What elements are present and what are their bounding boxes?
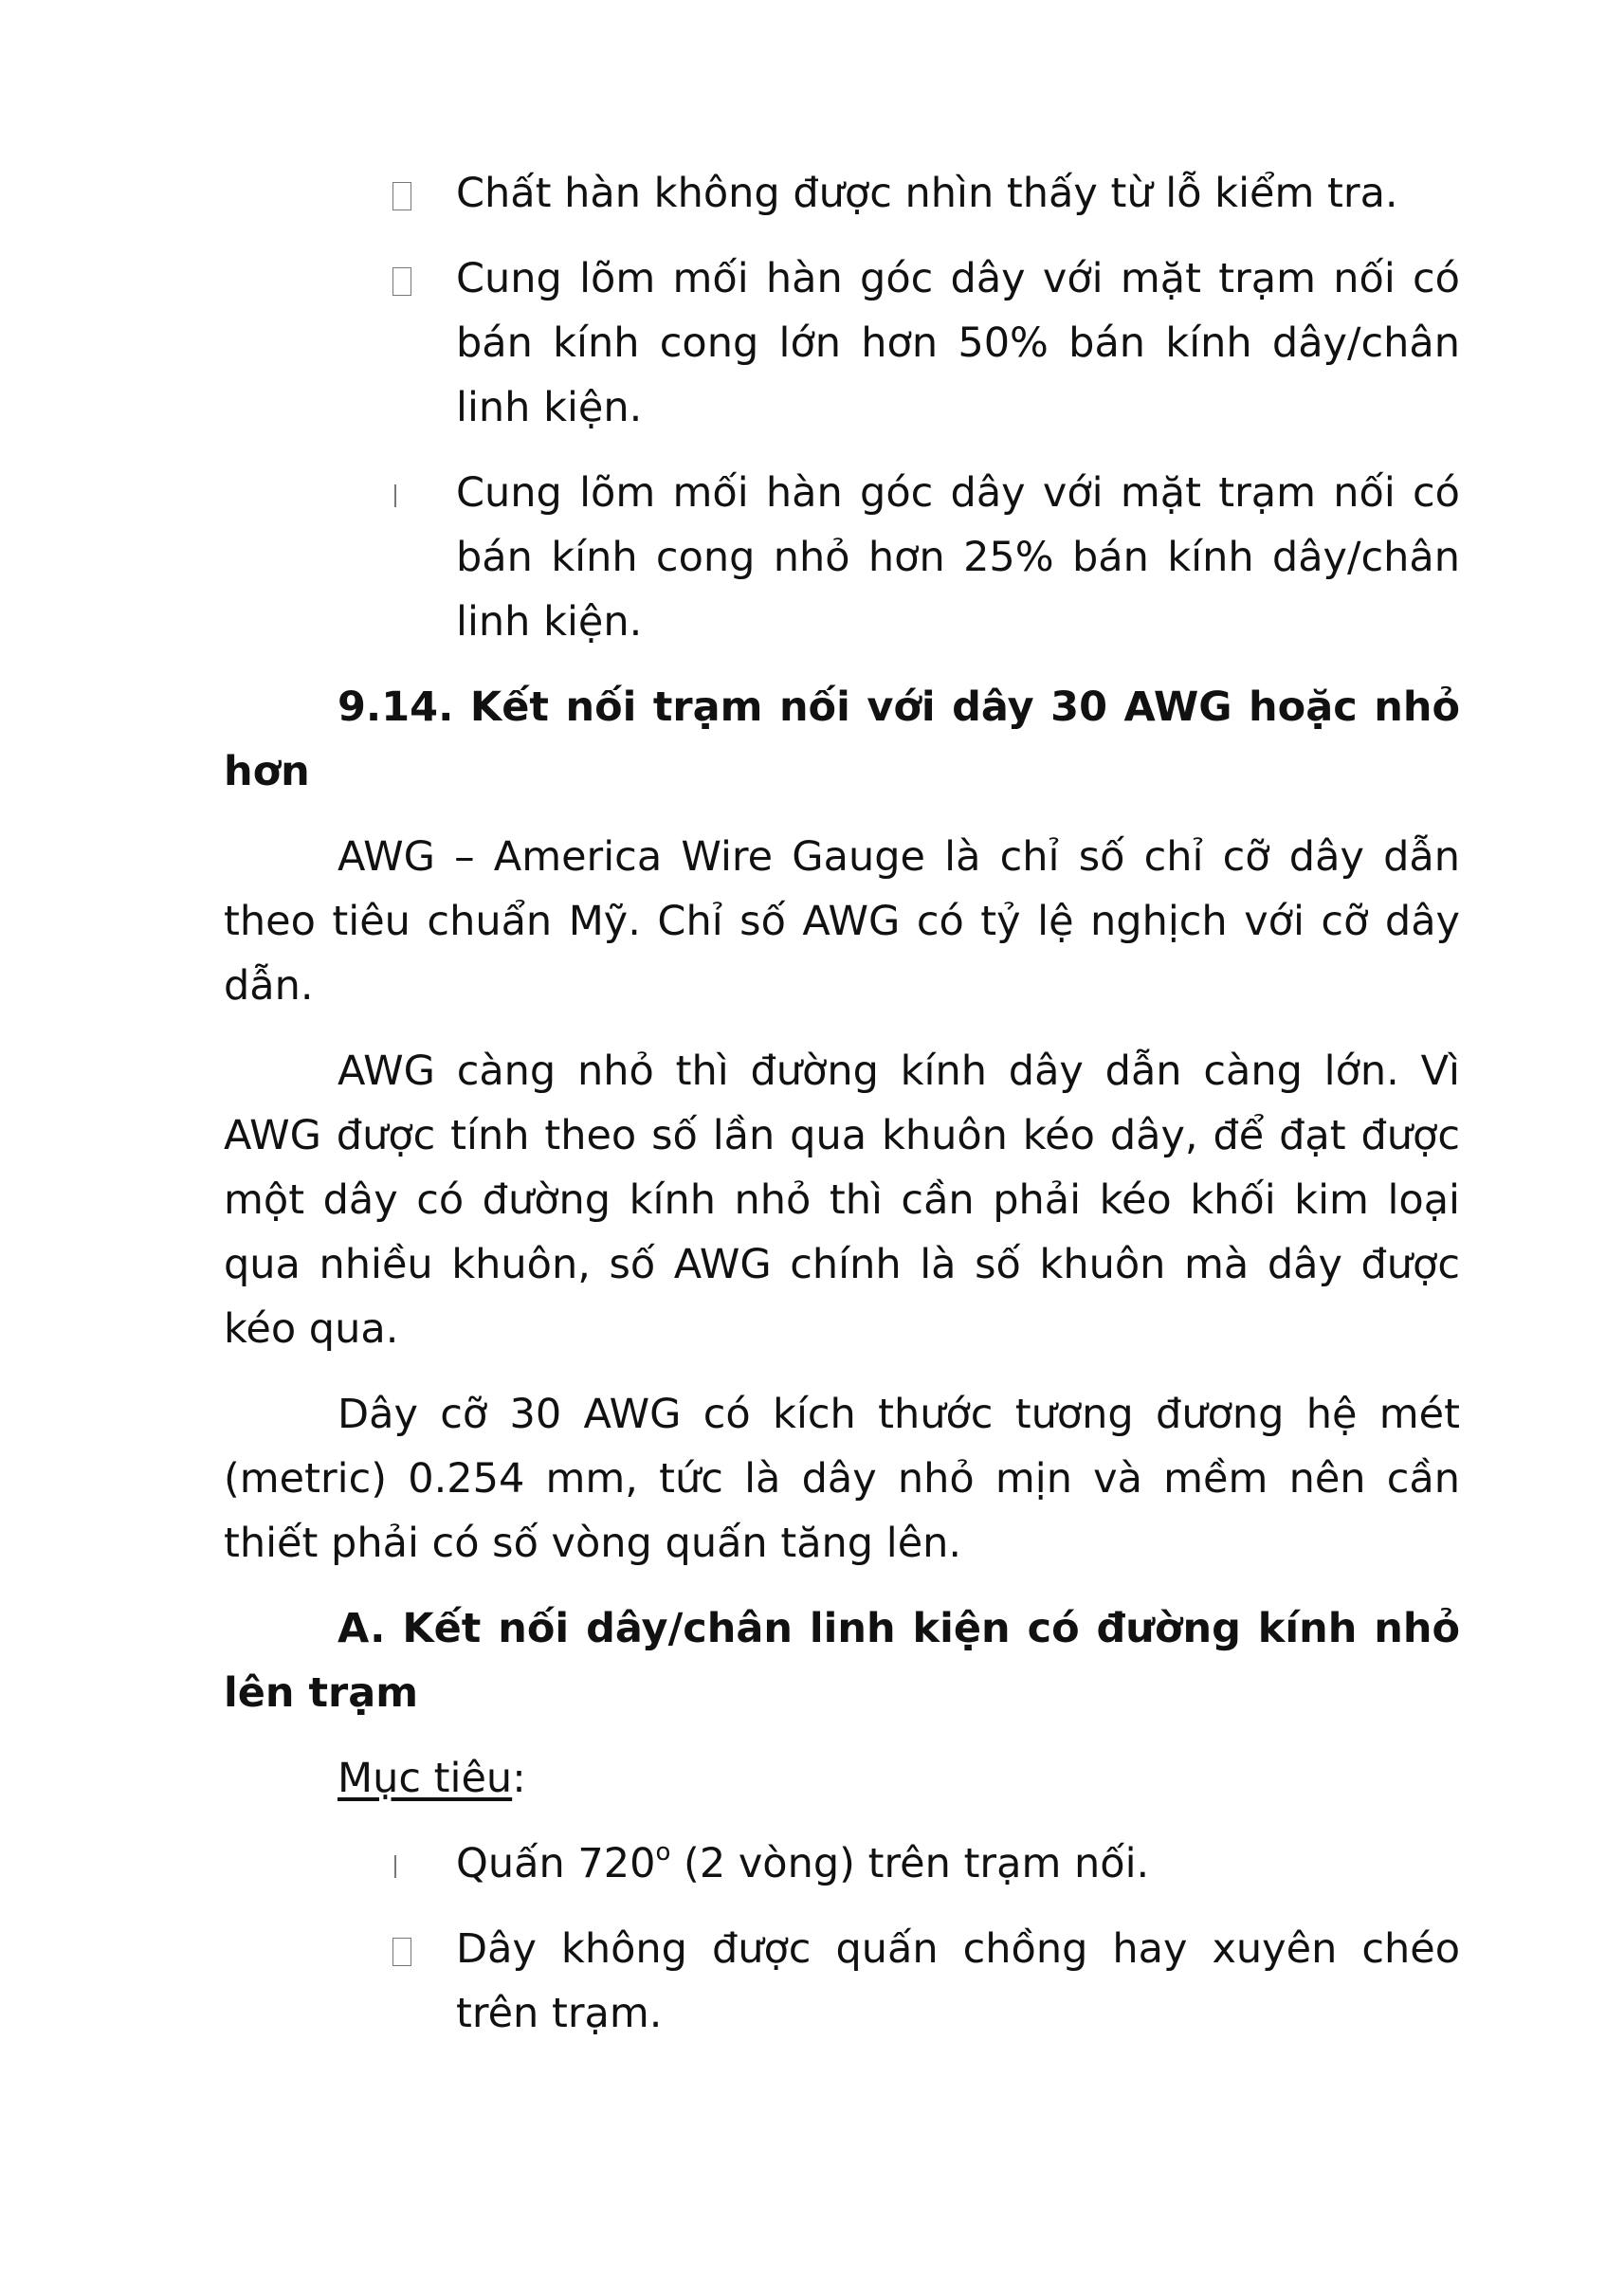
bullet-text xyxy=(456,1840,1149,1887)
bullet-item xyxy=(224,461,1460,654)
bar-bullet-icon xyxy=(392,1831,430,1896)
bullet-text: Cung lõm mối hàn góc dây với mặt trạm nối có bán kính cong nhỏ hơn 25% bán kính dây/chân linh kiện. xyxy=(456,469,1460,646)
objective-colon: : xyxy=(512,1755,526,1802)
bullet-item xyxy=(224,1917,1460,2046)
section-heading: 9.14. Kết nối trạm nối với dây 30 AWG hoặc nhỏ hơn xyxy=(224,683,1460,795)
paragraph: Dây cỡ 30 AWG có kích thước tương đương hệ mét (metric) 0.254 mm, tức là dây nhỏ mịn và mềm nên cần thiết phải có số vòng quấn tăng lên. xyxy=(224,1391,1460,1567)
bullet-item xyxy=(224,1831,1460,1896)
checkbox-bullet-icon xyxy=(392,1917,430,1981)
paragraph: AWG – America Wire Gauge là chỉ số chỉ cỡ dây dẫn theo tiêu chuẩn Mỹ. Chỉ số AWG có tỷ lệ nghịch với cỡ dây dẫn. xyxy=(224,833,1460,1010)
bullet-item xyxy=(224,161,1460,226)
bullet-text: Cung lõm mối hàn góc dây với mặt trạm nối có bán kính cong lớn hơn 50% bán kính dây/chân linh kiện. xyxy=(456,255,1460,431)
objective-label: Mục tiêu xyxy=(338,1755,513,1802)
subsection-heading: A. Kết nối dây/chân linh kiện có đường kính nhỏ lên trạm xyxy=(224,1605,1460,1717)
checkbox-bullet-icon xyxy=(392,161,430,226)
page-content xyxy=(224,161,1460,2067)
bullet-text: Chất hàn không được nhìn thấy từ lỗ kiểm tra. xyxy=(456,170,1398,217)
bullet-text-part: Quấn 720 xyxy=(456,1840,656,1887)
bar-bullet-icon xyxy=(392,461,430,525)
paragraph: AWG càng nhỏ thì đường kính dây dẫn càng lớn. Vì AWG được tính theo số lần qua khuôn kéo dây, để đạt được một dây có đường kính nhỏ thì cần phải kéo khối kim loại qua nhiều khuôn, số AWG chính là số khuôn mà dây được kéo qua. xyxy=(224,1048,1460,1353)
objective-label-line xyxy=(224,1746,1460,1811)
bullet-text: Dây không được quấn chồng hay xuyên chéo trên trạm. xyxy=(456,1925,1460,2037)
bullet-text-part: (2 vòng) trên trạm nối. xyxy=(670,1840,1150,1887)
degree-symbol: o xyxy=(655,1838,671,1867)
bullet-item xyxy=(224,246,1460,440)
checkbox-bullet-icon xyxy=(392,246,430,311)
